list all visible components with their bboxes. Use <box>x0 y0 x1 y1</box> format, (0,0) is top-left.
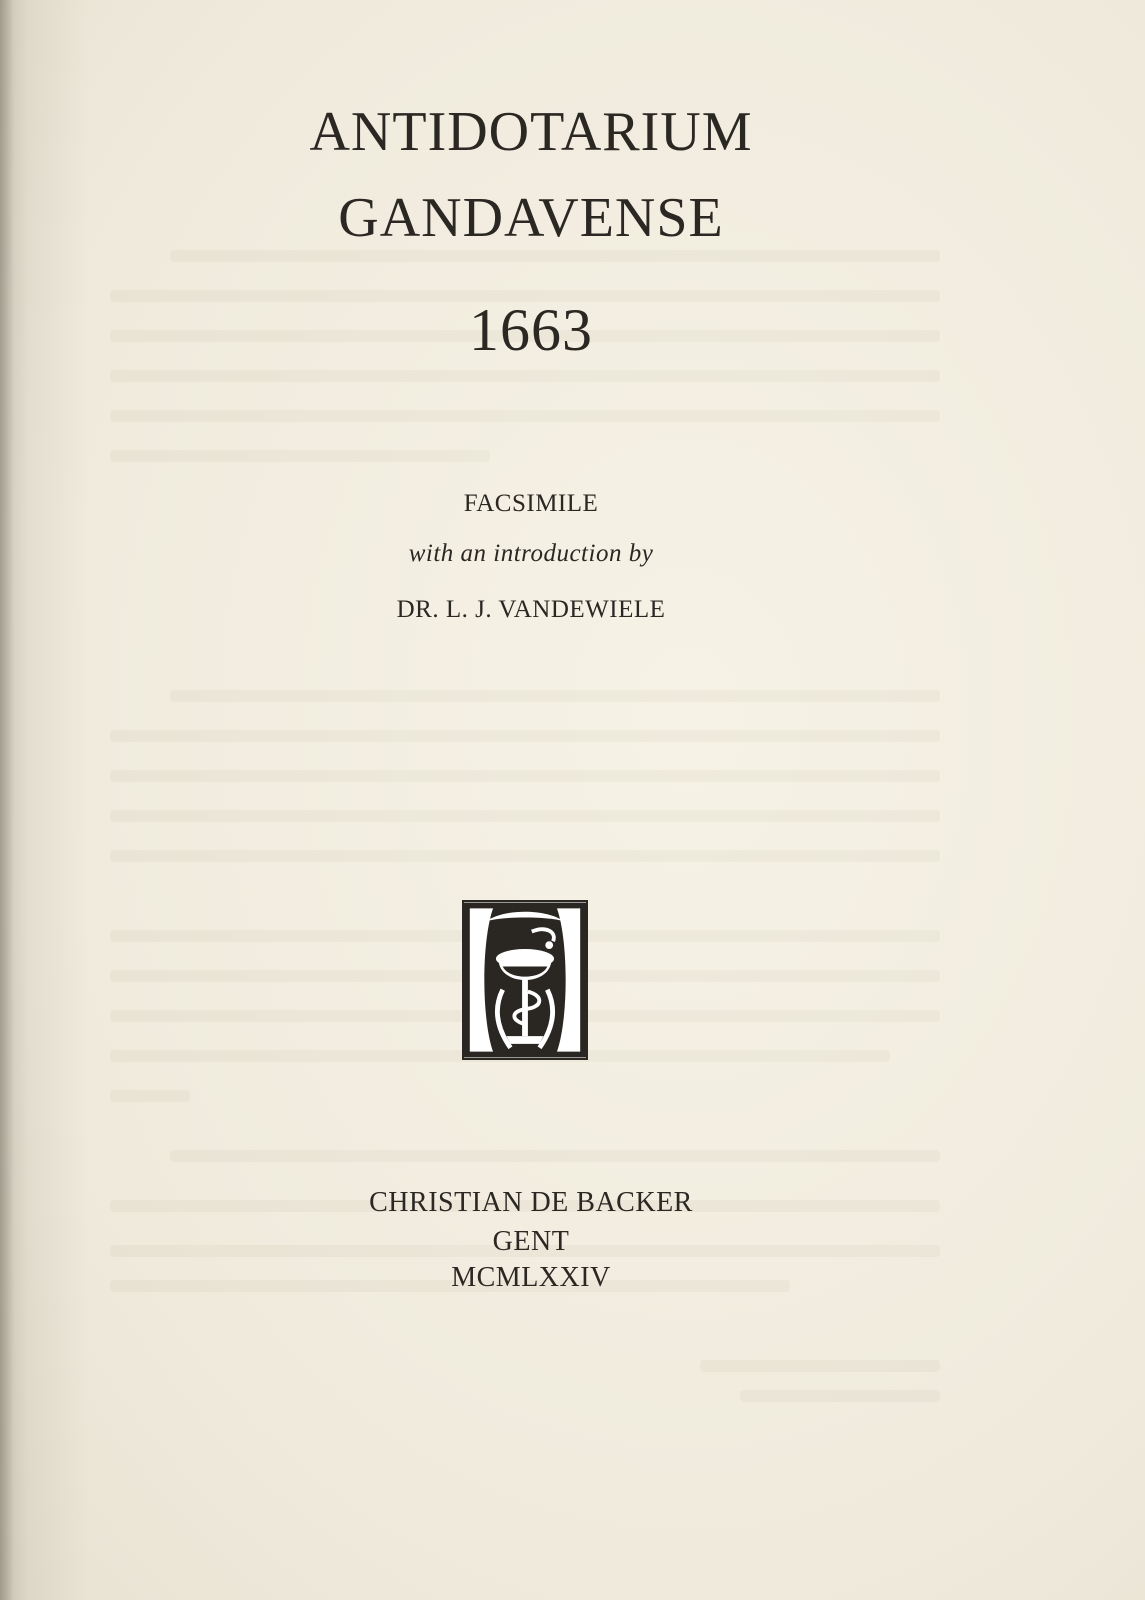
title-line-1: ANTIDOTARIUM <box>309 101 753 163</box>
title-line-2: GANDAVENSE <box>338 187 724 249</box>
emblem-graphic <box>464 902 586 1058</box>
publisher-name: CHRISTIAN DE BACKER <box>369 1187 693 1218</box>
publication-year: MCMLXXIV <box>451 1262 611 1293</box>
introduction-label: with an introduction by <box>408 540 654 567</box>
pharmacy-emblem-icon <box>462 900 588 1060</box>
title-year: 1663 <box>469 297 593 363</box>
publication-city: GENT <box>492 1226 570 1257</box>
facsimile-label: FACSIMILE <box>463 490 599 517</box>
author-name: DR. L. J. VANDEWIELE <box>396 596 666 623</box>
